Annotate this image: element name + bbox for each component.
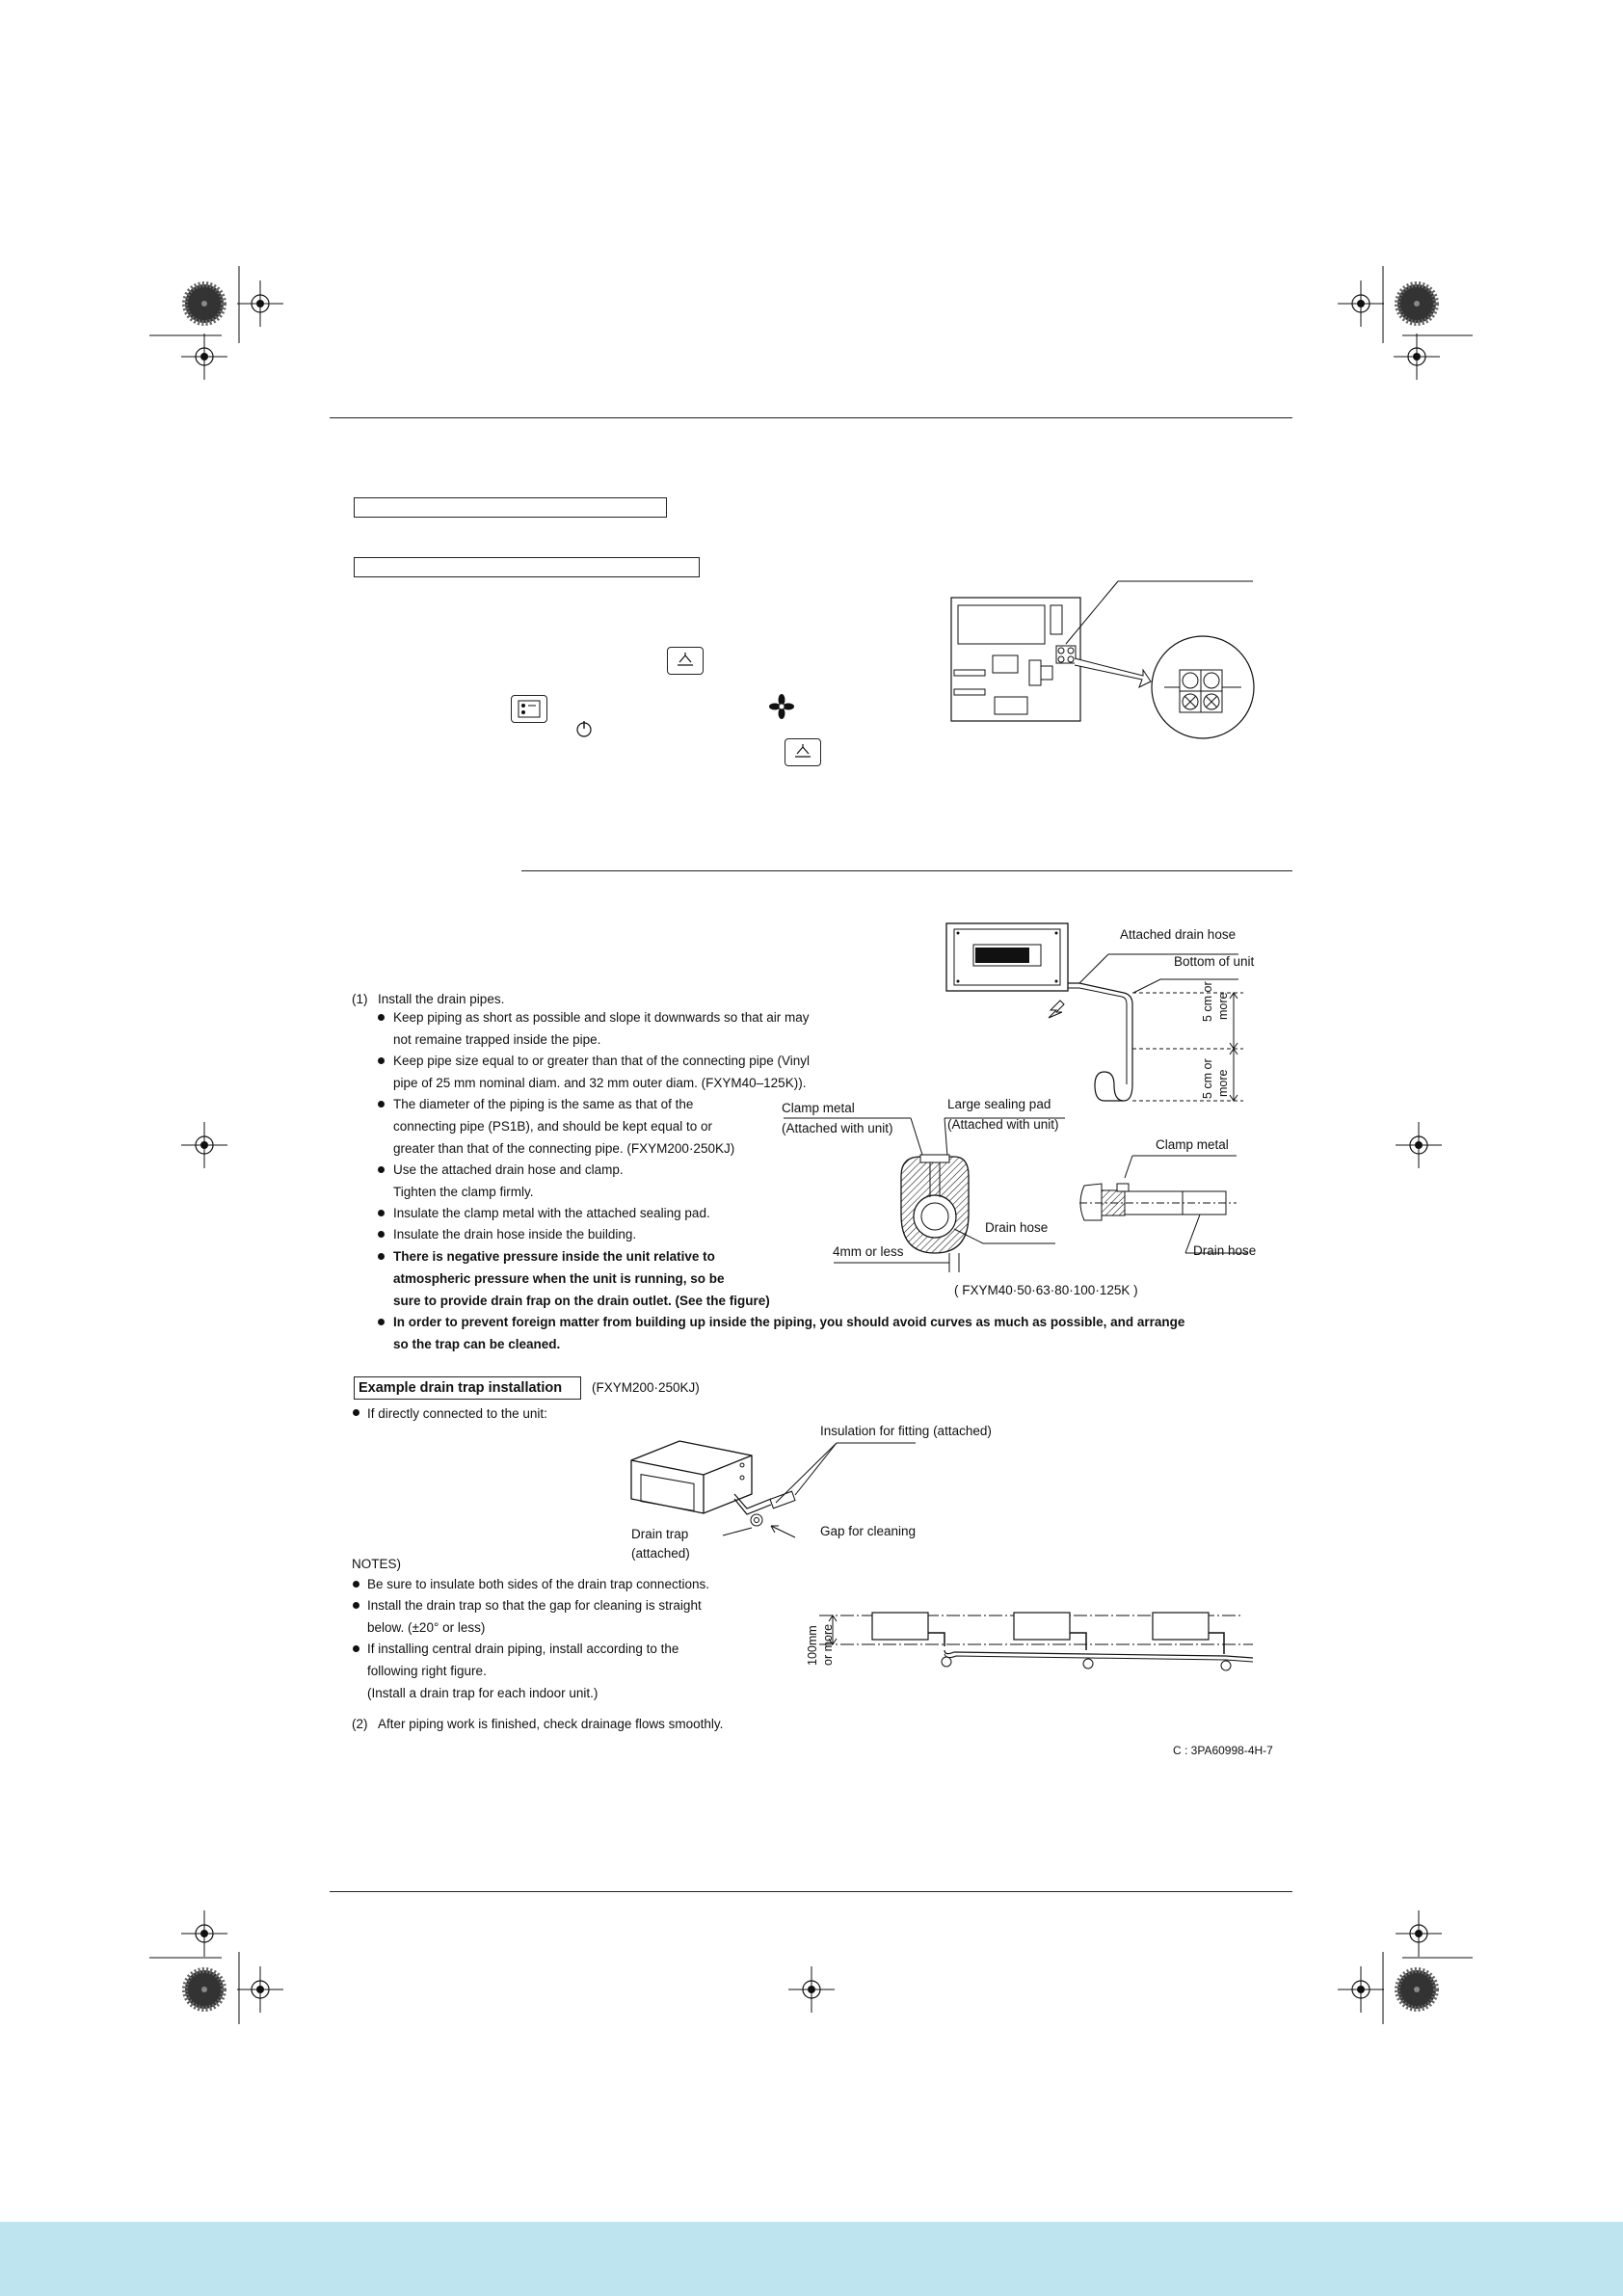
drain-hose-mid-label: Drain hose xyxy=(985,1220,1049,1235)
inspection-button-icon xyxy=(667,647,704,675)
header-rule xyxy=(330,417,1292,418)
bold-bullet-1-line-1: There is negative pressure inside the unit relative to xyxy=(393,1249,715,1264)
heading-box-2 xyxy=(354,557,700,577)
step-2-num: (2) xyxy=(352,1717,368,1731)
large-sealing-pad-sub: (Attached with unit) xyxy=(947,1117,1059,1132)
bullet-6-line-1: Insulate the drain hose inside the building. xyxy=(393,1227,637,1241)
attached-drain-hose-label: Attached drain hose xyxy=(1120,927,1237,942)
bullet-dot xyxy=(378,1166,385,1173)
note-2-line-1: Install the drain trap so that the gap for cleaning is straight xyxy=(367,1598,702,1613)
bullet-3-line-2: connecting pipe (PS1B), and should be kept equal to or xyxy=(393,1119,712,1134)
step-1-text: Install the drain pipes. xyxy=(378,992,505,1006)
bold-bullet-2-line-1: In order to prevent foreign matter from building up inside the piping, you should avoid curves as much as possible, and arrange xyxy=(393,1315,1185,1329)
clamp-metal-right-label: Clamp metal xyxy=(1156,1137,1229,1152)
clamp-metal-left-label: Clamp metal xyxy=(782,1101,855,1115)
pcb-figure xyxy=(945,574,1263,752)
bullet-dot xyxy=(353,1409,359,1416)
note-3-line-3: (Install a drain trap for each indoor unit.) xyxy=(367,1686,599,1700)
bottom-color-band xyxy=(0,2222,1623,2296)
bold-bullet-2-line-2: so the trap can be cleaned. xyxy=(393,1337,561,1351)
four-mm-label: 4mm or less xyxy=(833,1244,904,1259)
bullet-dot xyxy=(353,1645,359,1652)
bullet-dot xyxy=(378,1253,385,1260)
drain-trap-sub: (attached) xyxy=(631,1546,690,1561)
bullet-2-line-1: Keep pipe size equal to or greater than that of the connecting pipe (Vinyl xyxy=(393,1054,811,1068)
five-cm-label-b2: more xyxy=(1216,1069,1230,1097)
note-1-line-1: Be sure to insulate both sides of the drain trap connections. xyxy=(367,1577,709,1591)
bullet-dot xyxy=(378,1014,385,1021)
note-3-line-2: following right figure. xyxy=(367,1664,487,1678)
document-code: C : 3PA60998-4H-7 xyxy=(1173,1744,1273,1757)
bullet-dot xyxy=(378,1057,385,1064)
five-cm-label-b1: more xyxy=(1216,992,1230,1020)
step-2-text: After piping work is finished, check drainage flows smoothly. xyxy=(378,1717,724,1731)
bold-bullet-1-line-3: sure to provide drain frap on the drain outlet. (See the figure) xyxy=(393,1294,770,1308)
height-label-b: or more xyxy=(821,1623,835,1666)
bullet-dot xyxy=(378,1319,385,1325)
bullet-1-line-1: Keep piping as short as possible and slope it downwards so that air may xyxy=(393,1010,810,1025)
height-label-a: 100mm xyxy=(806,1625,819,1666)
bullet-dot xyxy=(353,1581,359,1588)
note-2-line-2: below. (±20° or less) xyxy=(367,1620,486,1635)
central-drain-figure xyxy=(800,1600,1263,1677)
bullet-dot xyxy=(378,1210,385,1216)
power-icon xyxy=(574,719,594,738)
bottom-of-unit-label: Bottom of unit xyxy=(1174,954,1255,969)
mode-selector-icon xyxy=(511,695,547,723)
bullet-4-line-2: Tighten the clamp firmly. xyxy=(393,1185,534,1199)
notes-heading: NOTES) xyxy=(352,1557,402,1571)
footer-rule xyxy=(330,1891,1292,1892)
inspection-button-icon-2 xyxy=(785,738,821,766)
bold-bullet-1-line-2: atmospheric pressure when the unit is running, so be xyxy=(393,1271,725,1286)
example-title: Example drain trap installation xyxy=(359,1380,563,1396)
models-caption: ( FXYM40·50·63·80·100·125K ) xyxy=(954,1283,1138,1297)
bullet-dot xyxy=(378,1231,385,1238)
clamp-metal-left-sub: (Attached with unit) xyxy=(782,1121,893,1135)
insulation-label: Insulation for fitting (attached) xyxy=(820,1424,992,1438)
large-sealing-pad-label: Large sealing pad xyxy=(947,1097,1051,1111)
gap-for-cleaning-label: Gap for cleaning xyxy=(820,1524,917,1538)
step-1-num: (1) xyxy=(352,992,368,1006)
bullet-dot xyxy=(378,1101,385,1108)
bullet-1-line-2: not remaine trapped inside the pipe. xyxy=(393,1032,601,1047)
bullet-dot xyxy=(353,1602,359,1609)
example-direct-text: If directly connected to the unit: xyxy=(367,1406,547,1421)
bullet-4-line-1: Use the attached drain hose and clamp. xyxy=(393,1162,624,1177)
example-models: (FXYM200·250KJ) xyxy=(592,1380,700,1395)
heading-box-1 xyxy=(354,497,667,518)
five-cm-label-a1: 5 cm or xyxy=(1201,981,1214,1022)
bullet-5-line-1: Insulate the clamp metal with the attached sealing pad. xyxy=(393,1206,710,1220)
bullet-3-line-3: greater than that of the connecting pipe. (FXYM200·250KJ) xyxy=(393,1141,735,1156)
drain-trap-label: Drain trap xyxy=(631,1527,689,1541)
section-rule xyxy=(521,870,1292,871)
five-cm-label-a2: 5 cm or xyxy=(1201,1058,1214,1099)
bullet-2-line-2: pipe of 25 mm nominal diam. and 32 mm outer diam. (FXYM40–125K)). xyxy=(393,1076,807,1090)
drain-hose-right-label: Drain hose xyxy=(1193,1243,1257,1258)
note-3-line-1: If installing central drain piping, install according to the xyxy=(367,1642,679,1656)
fan-icon xyxy=(769,694,794,719)
bullet-3-line-1: The diameter of the piping is the same as that of the xyxy=(393,1097,694,1111)
